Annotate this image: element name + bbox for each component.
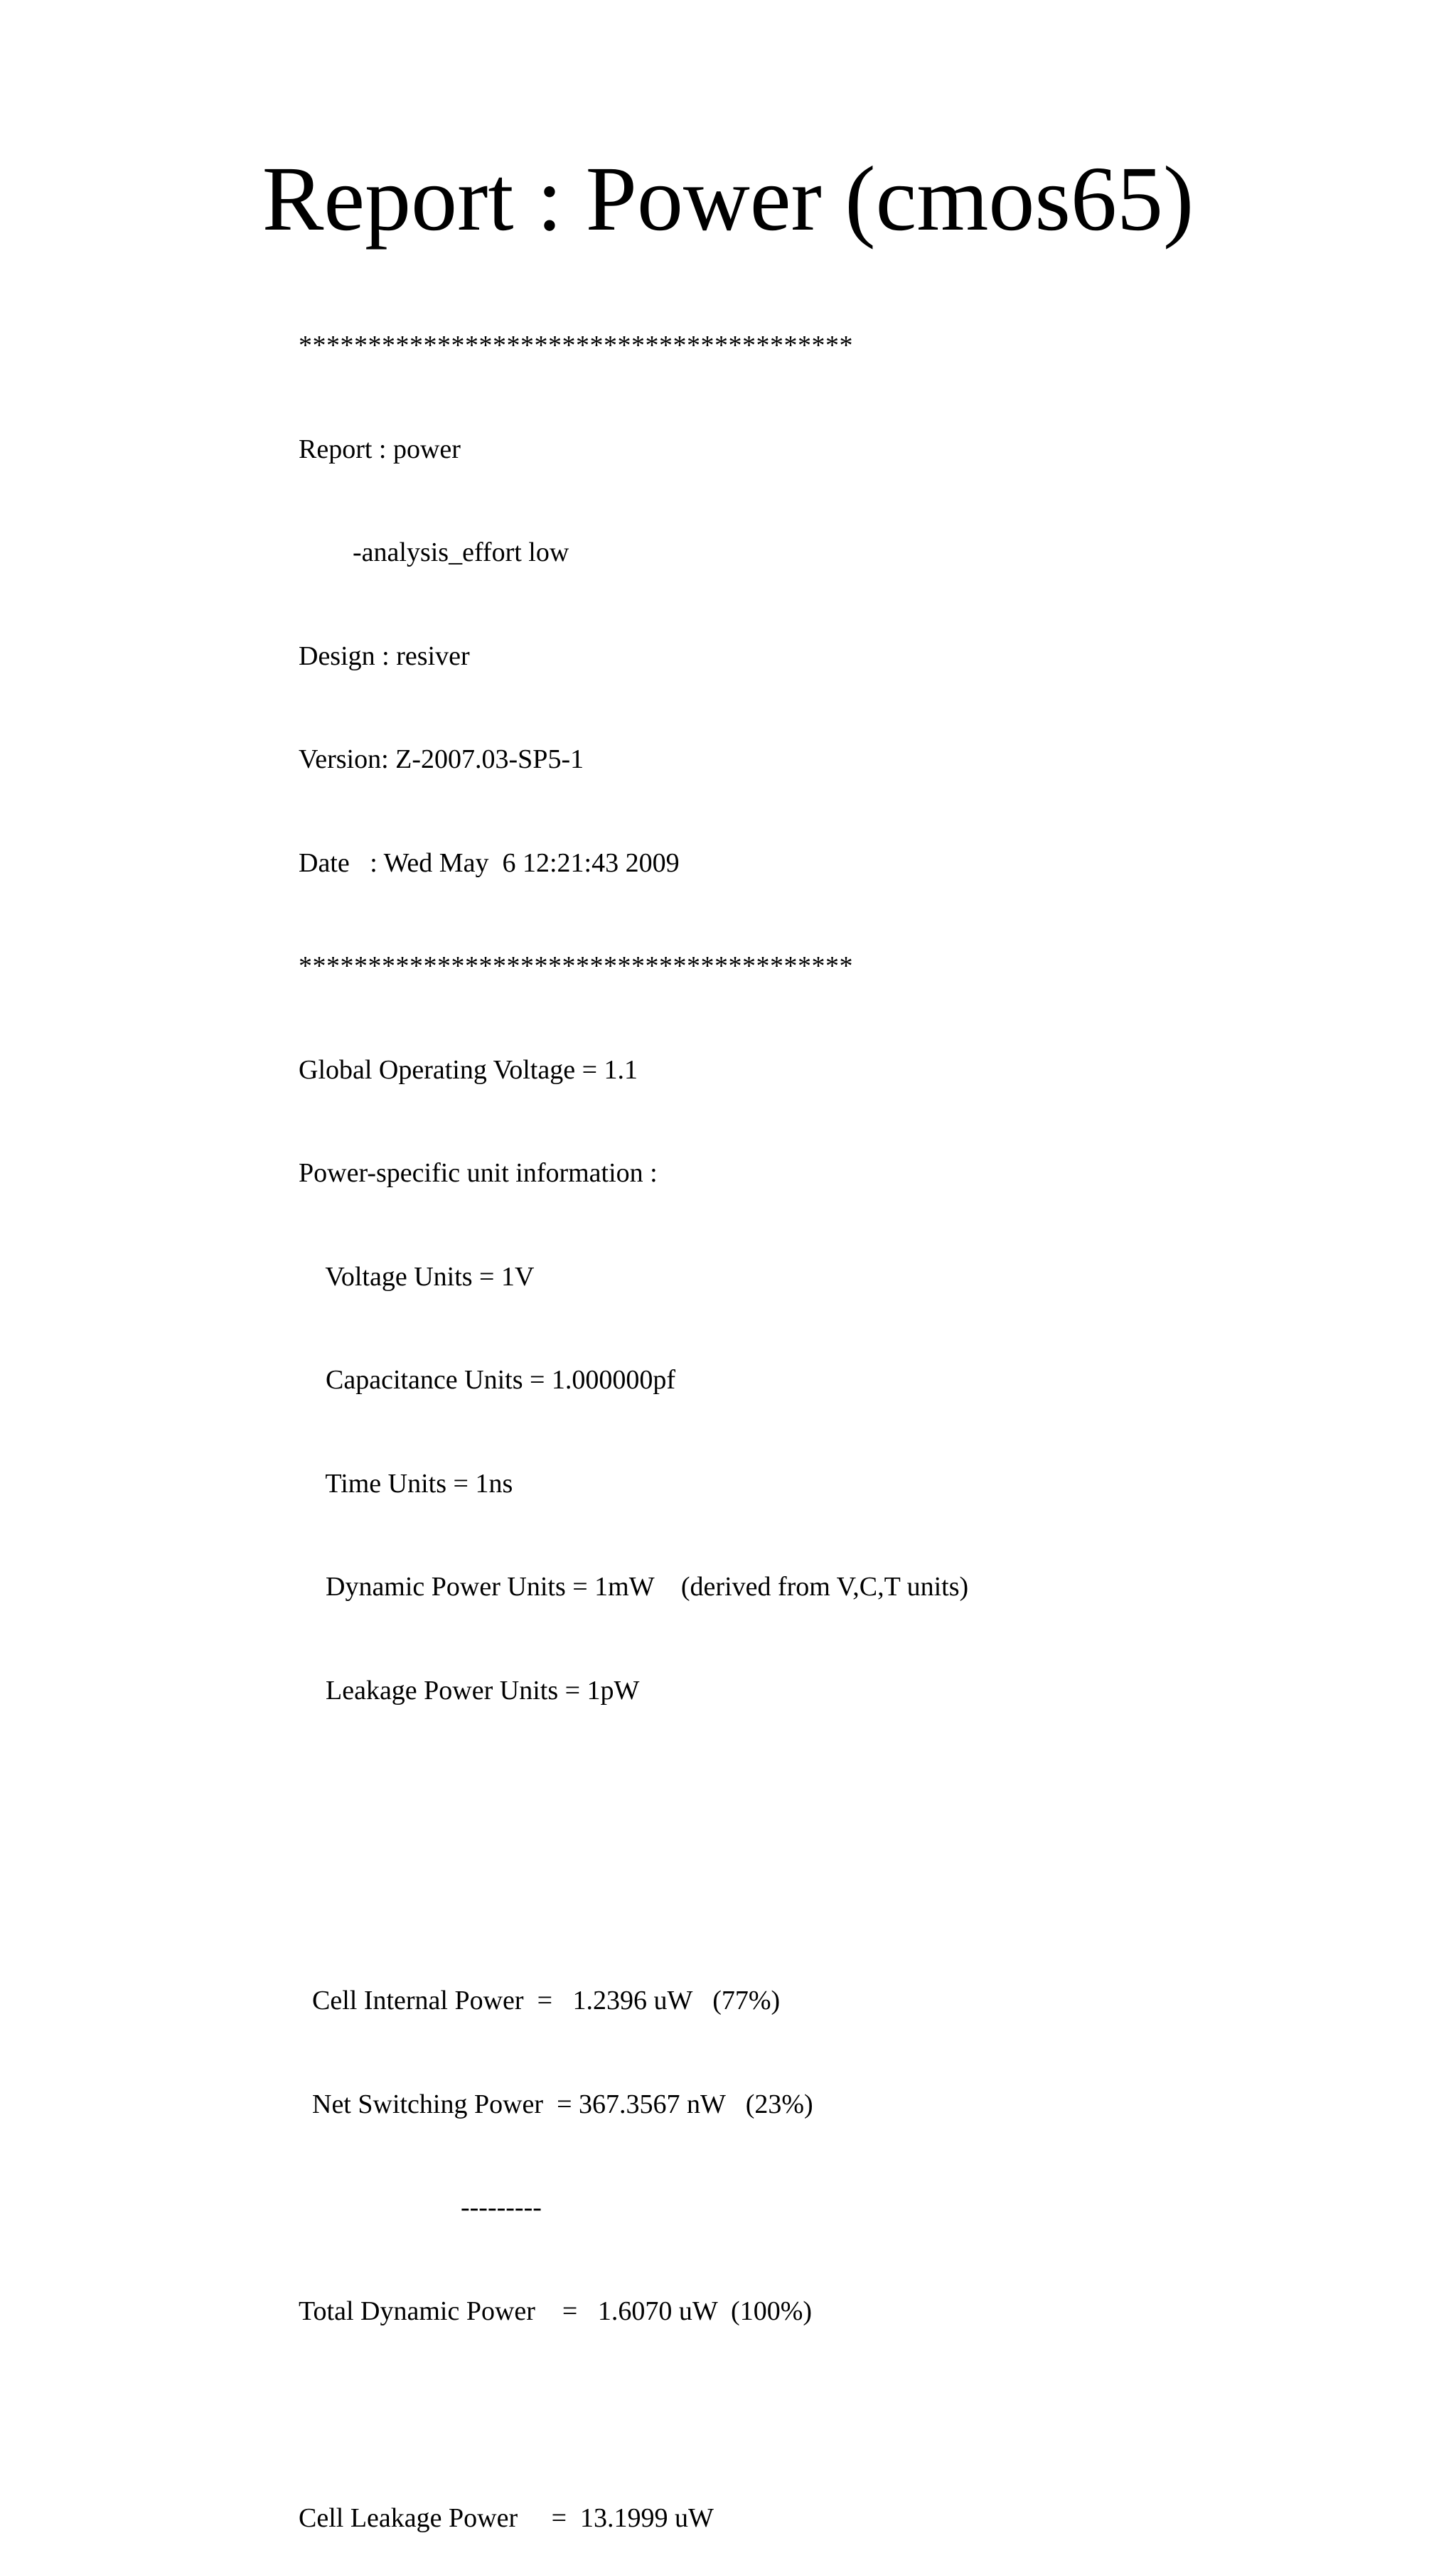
time-units-line: Time Units = 1ns: [299, 1468, 513, 1499]
power-report: [299, 259, 968, 2570]
voltage-units-line: Voltage Units = 1V: [299, 1261, 535, 1292]
capacitance-units-line: Capacitance Units = 1.000000pf: [299, 1365, 676, 1395]
report-type-line: Report : power: [299, 434, 461, 464]
net-switching-power-line: Net Switching Power = 367.3567 nW (23%): [299, 2089, 813, 2119]
blank-line: [299, 1880, 968, 1915]
cell-internal-power-line: Cell Internal Power = 1.2396 uW (77%): [299, 1986, 781, 2015]
version-line: Version: Z-2007.03-SP5-1: [299, 744, 584, 774]
separator-top: ****************************************: [299, 331, 853, 360]
design-line: Design : resiver: [299, 641, 470, 671]
separator-bottom: ****************************************: [299, 951, 853, 981]
total-dynamic-power-line: Total Dynamic Power = 1.6070 uW (100%): [299, 2296, 812, 2326]
dynamic-power-units-line: Dynamic Power Units = 1mW (derived from V,C,T units): [299, 1572, 969, 1602]
analysis-effort-line: -analysis_effort low: [299, 537, 569, 567]
blank-line: [299, 2397, 968, 2432]
leakage-power-units-line: Leakage Power Units = 1pW: [299, 1675, 640, 1706]
cell-leakage-power-line: Cell Leakage Power = 13.1999 uW: [299, 2502, 714, 2533]
date-line: Date : Wed May 6 12:21:43 2009: [299, 847, 680, 878]
global-voltage-line: Global Operating Voltage = 1.1: [299, 1054, 638, 1085]
slide-title: Report : Power (cmos65): [262, 148, 1194, 250]
dash-separator: ---------: [299, 2192, 542, 2222]
unit-info-heading: Power-specific unit information :: [299, 1158, 658, 1188]
blank-line: [299, 1777, 968, 1811]
